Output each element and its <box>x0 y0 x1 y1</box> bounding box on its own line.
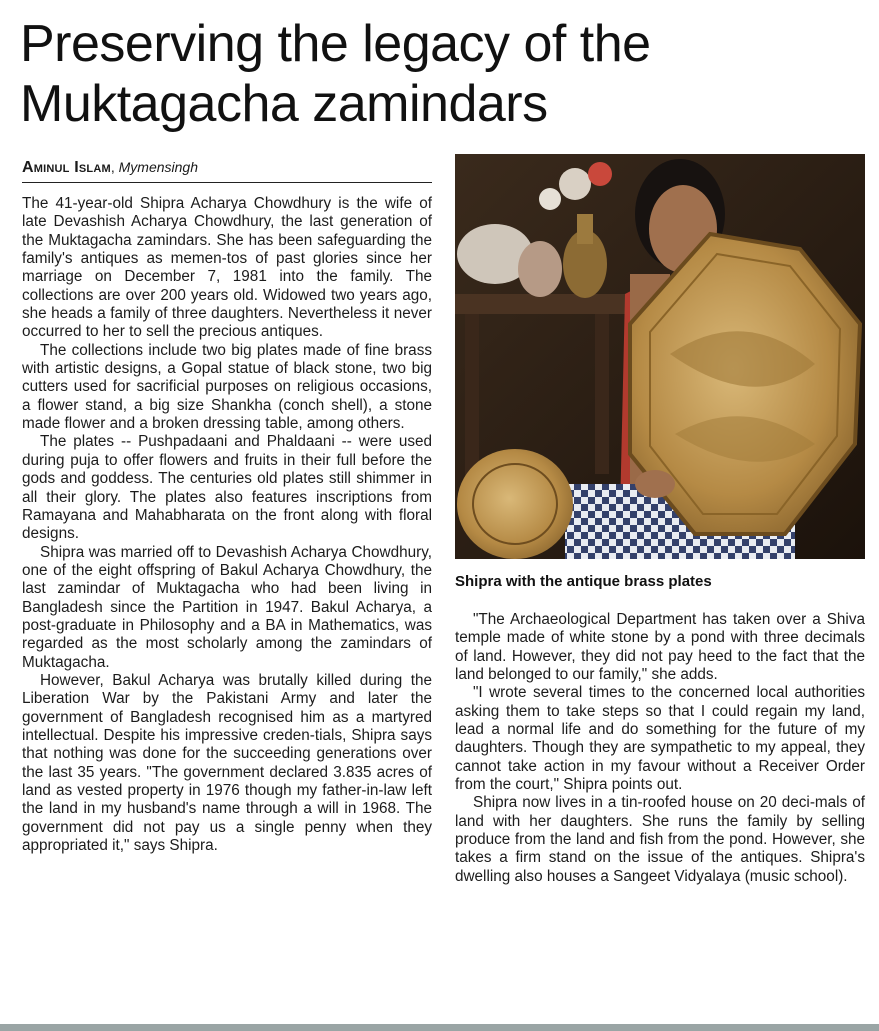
paragraph: The collections include two big plates made of fine brass with artistic designs, a Gopal statue of black stone, two big cutters used for sacrificial purposes on religious occasions, a flower stand, a big size Shankha (conch shell), a stone made flower and a broken dressing table, among others. <box>22 341 432 433</box>
author-name: Aminul Islam <box>22 159 111 176</box>
paragraph: "The Archaeological Department has taken over a Shiva temple made of white stone by a pond with three decimals of land. However, they did not pay heed to the fact that the land belonged to our family," she adds. <box>455 611 865 684</box>
photo-illustration <box>455 154 865 559</box>
footer-rule <box>0 1024 879 1031</box>
paragraph: The plates -- Pushpadaani and Phaldaani -- were used during puja to offer flowers and fruits in their full before the gods and goddess. The centuries old plates still shimmer in all their glory. The plates also features inscriptions from Ramayana and Mahabharata on the front along with floral designs. <box>22 433 432 543</box>
paragraph: Shipra now lives in a tin-roofed house on 20 deci-mals of land with her daughters. She runs the family by selling produce from the land and fish from the pond. However, she takes a firm stand on the issue of the antiques. Shipra's dwelling also houses a Sangeet Vidyalaya (music school). <box>455 794 865 885</box>
byline: Aminul Islam, Mymensingh <box>22 158 432 183</box>
photo-caption: Shipra with the antique brass plates <box>455 573 712 590</box>
paragraph: The 41-year-old Shipra Acharya Chowdhury is the wife of late Devashish Acharya Chowdhury, the last generation of the Muktagacha zamindars. She has been safeguarding the family's antiques as memen-tos of past glories since her marriage on December 7, 1981 into the family. The collections are over 200 years old. Widowed two years ago, she heads a family of three daughters. Nevertheless it never occurred to her to sell the precious antiques. <box>22 195 432 341</box>
article-column-right <box>455 611 865 886</box>
article-column-left <box>22 195 432 855</box>
article-headline: Preserving the legacy of the Muktagacha zamindars <box>20 15 651 133</box>
author-location: Mymensingh <box>118 159 198 175</box>
paragraph: "I wrote several times to the concerned local authorities asking them to take steps so that I could regain my land, lead a normal life and do something for the future of my daughters. Though they are sympathetic to my appeal, they cannot take action in my favour without a Receiver Order from the court," Shipra points out. <box>455 684 865 794</box>
paragraph: Shipra was married off to Devashish Acharya Chowdhury, one of the eight offspring of Bakul Acharya Chowdhury, the last zamindar of Muktagacha who had been living in Bangladesh since the Partition in 1947. Bakul Acharya, a post-graduate in Philosophy and a BA in Mathematics, was regarded as the most scholarly among the zamindars of Muktagacha. <box>22 543 432 671</box>
paragraph: However, Bakul Acharya was brutally killed during the Liberation War by the Pakistani Army and later the government of Bangladesh recognised him as a martyred intellectual. Despite his impressive creden-tials, Shipra says that nothing was done for the succeeding generations over the last 35 years. "The government declared 3.835 acres of land as vested property in 1976 though my father-in-law left the land in my husband's name through a will in 1968. The government did not pay us a single penny when they appropriated it," says Shipra. <box>22 671 432 855</box>
article-photo <box>455 154 865 559</box>
